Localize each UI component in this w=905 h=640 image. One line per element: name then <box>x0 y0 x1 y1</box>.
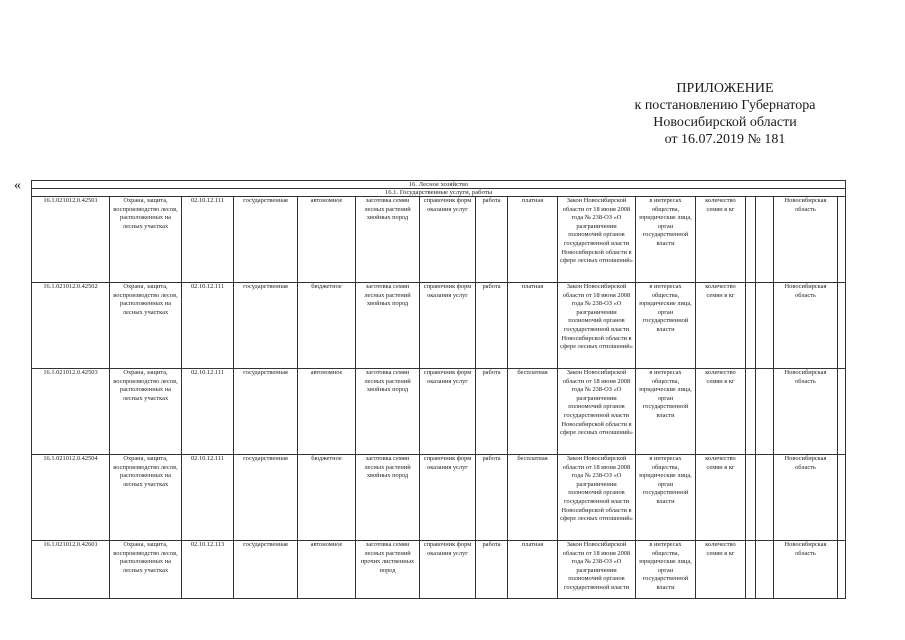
consumers-cell: в интересах общества, юридические лица, орган государственной власти <box>636 541 696 599</box>
empty-cell <box>756 283 774 369</box>
work-name-cell: Охрана, защита, воспроизводство лесов, расположенных на лесных участках <box>110 197 182 283</box>
kind-cell: работа <box>476 369 508 455</box>
appendix-date-line: от 16.07.2019 № 181 <box>664 132 786 147</box>
region-cell: Новосибирская область <box>774 283 838 369</box>
consumers-cell: в интересах общества, юридические лица, орган государственной власти <box>636 283 696 369</box>
registry-code-cell: 16.1.021012.0.42504 <box>32 455 110 541</box>
work-name-cell: Охрана, защита, воспроизводство лесов, расположенных на лесных участках <box>110 455 182 541</box>
empty-cell <box>838 283 846 369</box>
empty-cell <box>838 197 846 283</box>
registry-code-cell: 16.1.021012.0.42501 <box>32 197 110 283</box>
region-cell: Новосибирская область <box>774 197 838 283</box>
level-cell: государственная <box>234 283 298 369</box>
table-row <box>32 541 846 599</box>
institution-type-cell: автономное <box>298 197 356 283</box>
empty-cell <box>746 283 756 369</box>
content-cell: заготовка семян лесных растений хвойных пород <box>356 369 420 455</box>
payment-cell: платная <box>508 283 558 369</box>
level-cell: государственная <box>234 197 298 283</box>
region-cell: Новосибирская область <box>774 369 838 455</box>
payment-cell: бесплатная <box>508 455 558 541</box>
payment-cell: платная <box>508 541 558 599</box>
work-name-cell: Охрана, защита, воспроизводство лесов, расположенных на лесных участках <box>110 283 182 369</box>
institution-type-cell: автономное <box>298 541 356 599</box>
empty-cell <box>756 455 774 541</box>
table-row <box>32 283 846 369</box>
legal-basis-cell: Закон Новосибирской области от 18 июня 2008 года № 238-ОЗ «О разграничении полномочий органов государственной власти <box>558 541 636 599</box>
kind-cell: работа <box>476 455 508 541</box>
table-row <box>32 369 846 455</box>
consumers-cell: в интересах общества, юридические лица, орган государственной власти <box>636 455 696 541</box>
opening-quote-mark: « <box>14 178 21 193</box>
registry-code-cell: 16.1.021012.0.42502 <box>32 283 110 369</box>
okved-cell: 02.10.12.111 <box>182 369 234 455</box>
empty-cell <box>838 541 846 599</box>
work-name-cell: Охрана, защита, воспроизводство лесов, расположенных на лесных участках <box>110 541 182 599</box>
registry-code-cell: 16.1.021012.0.42601 <box>32 541 110 599</box>
payment-cell: бесплатная <box>508 369 558 455</box>
form-cell: справочник форм оказания услуг <box>420 455 476 541</box>
appendix-resolution-line: к постановлению Губернатора <box>634 98 816 113</box>
form-cell: справочник форм оказания услуг <box>420 283 476 369</box>
content-cell: заготовка семян лесных растений хвойных пород <box>356 283 420 369</box>
section-title: 16. Лесное хозяйство <box>32 181 846 189</box>
subsection-title: 16.1. Государственные услуги, работы <box>32 189 846 197</box>
legal-basis-cell: Закон Новосибирской области от 18 июня 2008 года № 238-ОЗ «О разграничении полномочий органов государственной власти Новосибирской области в сфере лесных отношений» <box>558 455 636 541</box>
content-cell: заготовка семян лесных растений хвойных пород <box>356 197 420 283</box>
registry-code-cell: 16.1.021012.0.42503 <box>32 369 110 455</box>
legal-basis-cell: Закон Новосибирской области от 18 июня 2008 года № 238-ОЗ «О разграничении полномочий органов государственной власти Новосибирской области в сфере лесных отношений» <box>558 283 636 369</box>
empty-cell <box>838 455 846 541</box>
section-row <box>32 181 846 189</box>
form-cell: справочник форм оказания услуг <box>420 369 476 455</box>
consumers-cell: в интересах общества, юридические лица, орган государственной власти <box>636 369 696 455</box>
empty-cell <box>756 541 774 599</box>
level-cell: государственная <box>234 455 298 541</box>
table-row <box>32 455 846 541</box>
indicator-cell: количество семян в кг <box>696 369 746 455</box>
content-cell: заготовка семян лесных растений прочих лиственных пород <box>356 541 420 599</box>
kind-cell: работа <box>476 197 508 283</box>
kind-cell: работа <box>476 283 508 369</box>
appendix-header <box>540 80 905 148</box>
consumers-cell: в интересах общества, юридические лица, орган государственной власти <box>636 197 696 283</box>
indicator-cell: количество семян в кг <box>696 197 746 283</box>
empty-cell <box>746 197 756 283</box>
form-cell: справочник форм оказания услуг <box>420 197 476 283</box>
region-cell: Новосибирская область <box>774 541 838 599</box>
registry-table <box>31 180 846 599</box>
legal-basis-cell: Закон Новосибирской области от 18 июня 2008 года № 238-ОЗ «О разграничении полномочий органов государственной власти Новосибирской области в сфере лесных отношений» <box>558 197 636 283</box>
institution-type-cell: автономное <box>298 369 356 455</box>
empty-cell <box>838 369 846 455</box>
content-cell: заготовка семян лесных растений хвойных пород <box>356 455 420 541</box>
appendix-title: ПРИЛОЖЕНИЕ <box>676 81 774 96</box>
level-cell: государственная <box>234 369 298 455</box>
appendix-region-line: Новосибирской области <box>653 115 797 130</box>
okved-cell: 02.10.12.111 <box>182 197 234 283</box>
okved-cell: 02.10.12.111 <box>182 283 234 369</box>
empty-cell <box>756 369 774 455</box>
payment-cell: платная <box>508 197 558 283</box>
empty-cell <box>746 541 756 599</box>
form-cell: справочник форм оказания услуг <box>420 541 476 599</box>
kind-cell: работа <box>476 541 508 599</box>
level-cell: государственная <box>234 541 298 599</box>
region-cell: Новосибирская область <box>774 455 838 541</box>
table-row <box>32 197 846 283</box>
empty-cell <box>746 455 756 541</box>
okved-cell: 02.10.12.113 <box>182 541 234 599</box>
empty-cell <box>756 197 774 283</box>
institution-type-cell: бюджетное <box>298 283 356 369</box>
work-name-cell: Охрана, защита, воспроизводство лесов, расположенных на лесных участках <box>110 369 182 455</box>
subsection-row <box>32 189 846 197</box>
indicator-cell: количество семян в кг <box>696 283 746 369</box>
indicator-cell: количество семян в кг <box>696 541 746 599</box>
indicator-cell: количество семян в кг <box>696 455 746 541</box>
empty-cell <box>746 369 756 455</box>
legal-basis-cell: Закон Новосибирской области от 18 июня 2008 года № 238-ОЗ «О разграничении полномочий органов государственной власти Новосибирской области в сфере лесных отношений» <box>558 369 636 455</box>
institution-type-cell: бюджетное <box>298 455 356 541</box>
okved-cell: 02.10.12.111 <box>182 455 234 541</box>
